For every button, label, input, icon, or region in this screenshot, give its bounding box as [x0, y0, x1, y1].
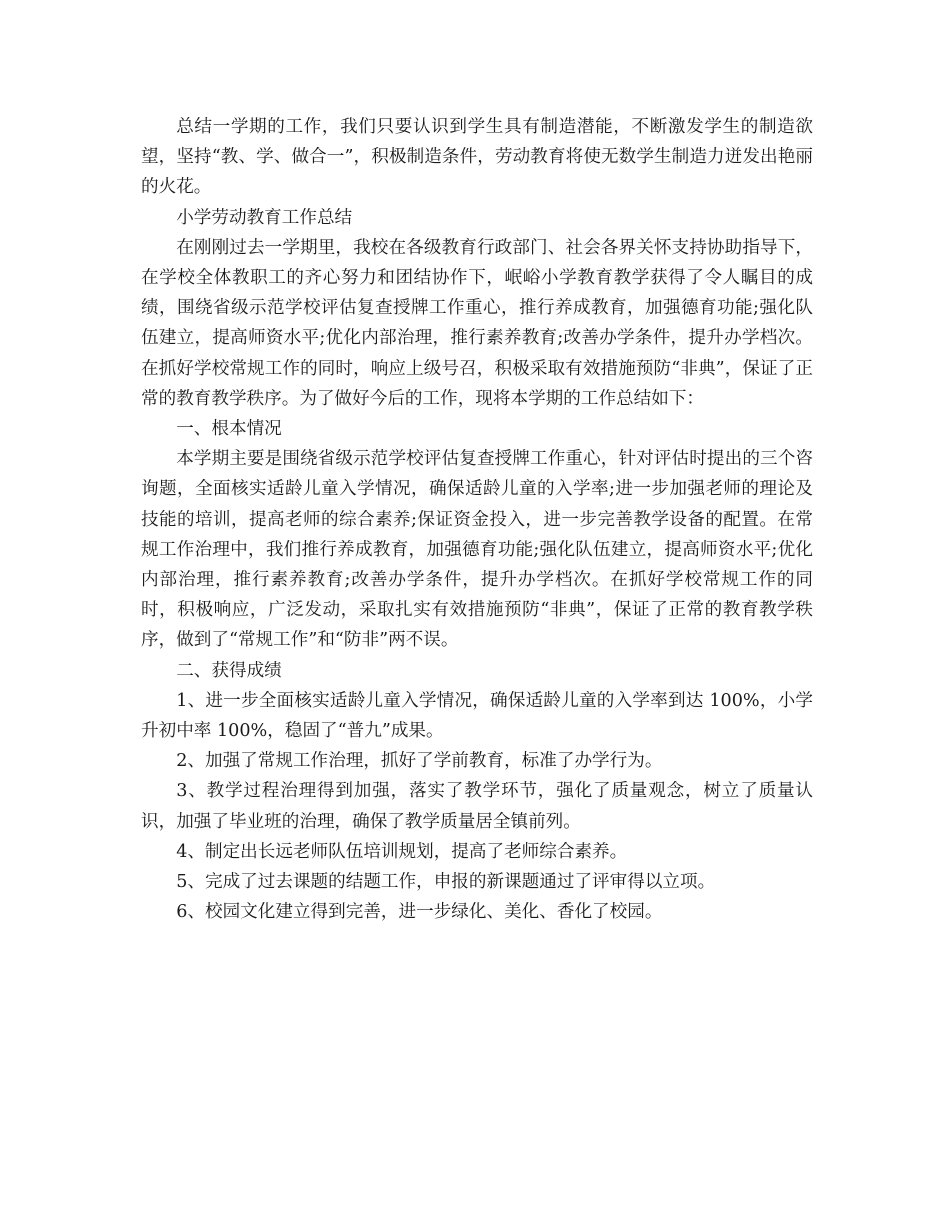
heading-achievements: 二、获得成绩 — [176, 660, 282, 681]
achievement-item-5: 5、完成了过去课题的结题工作，申报的新课题通过了评审得以立项。 — [176, 872, 716, 893]
achievement-item-1: 1、进一步全面核实适龄儿童入学情况，确保适龄儿童的入学率到达 100%，小学升初中率 100%，稳固了“普九”成果。 — [141, 690, 813, 742]
achievement-item-3: 3、教学过程治理得到加强，落实了教学环节，强化了质量观念，树立了质量认识，加强了毕业班的治理，确保了教学质量居全镇前列。 — [141, 781, 813, 832]
heading-basic-situation: 一、根本情况 — [176, 419, 282, 440]
document-page — [141, 112, 813, 927]
paragraph-summary-intro: 总结一学期的工作，我们只要认识到学生具有制造潜能，不断激发学生的制造欲望，坚持“教、学、做合一”，积极制造条件，劳动教育将使无数学生制造力迸发出艳丽的火花。 — [141, 117, 813, 198]
paragraph-overview: 在刚刚过去一学期里，我校在各级教育行政部门、社会各界关怀支持协助指导下，在学校全体教职工的齐心努力和团结协作下，岷峪小学教育教学获得了令人瞩目的成绩，围绕省级示范学校评估复查授牌工作重心，推行养成教育，加强德育功能;强化队伍建立，提高师资水平;优化内部治理，推行素养教育;改善办学条件，提升办学档次。在抓好学校常规工作的同时，响应上级号召，积极采取有效措施预防“非典”，保证了正常的教育教学秩序。为了做好今后的工作，现将本学期的工作总结如下： — [141, 237, 813, 409]
paragraph-basic-situation: 本学期主要是围绕省级示范学校评估复查授牌工作重心，针对评估时提出的三个咨询题，全面核实适龄儿童入学情况，确保适龄儿童的入学率;进一步加强老师的理论及技能的培训，提高老师的综合素养;保证资金投入，进一步完善教学设备的配置。在常规工作治理中，我们推行养成教育，加强德育功能;强化队伍建立，提高师资水平;优化内部治理，推行素养教育;改善办学条件，提升办学档次。在抓好学校常规工作的同时，积极响应，广泛发动，采取扎实有效措施预防“非典”，保证了正常的教育教学秩序，做到了“常规工作”和“防非”两不误。 — [141, 449, 813, 651]
achievement-item-4: 4、制定出长远老师队伍培训规划，提高了老师综合素养。 — [176, 841, 628, 862]
section-title: 小学劳动教育工作总结 — [176, 207, 353, 228]
achievement-item-2: 2、加强了常规工作治理，抓好了学前教育，标准了办学行为。 — [176, 751, 663, 772]
achievement-item-6: 6、校园文化建立得到完善，进一步绿化、美化、香化了校园。 — [176, 902, 663, 923]
